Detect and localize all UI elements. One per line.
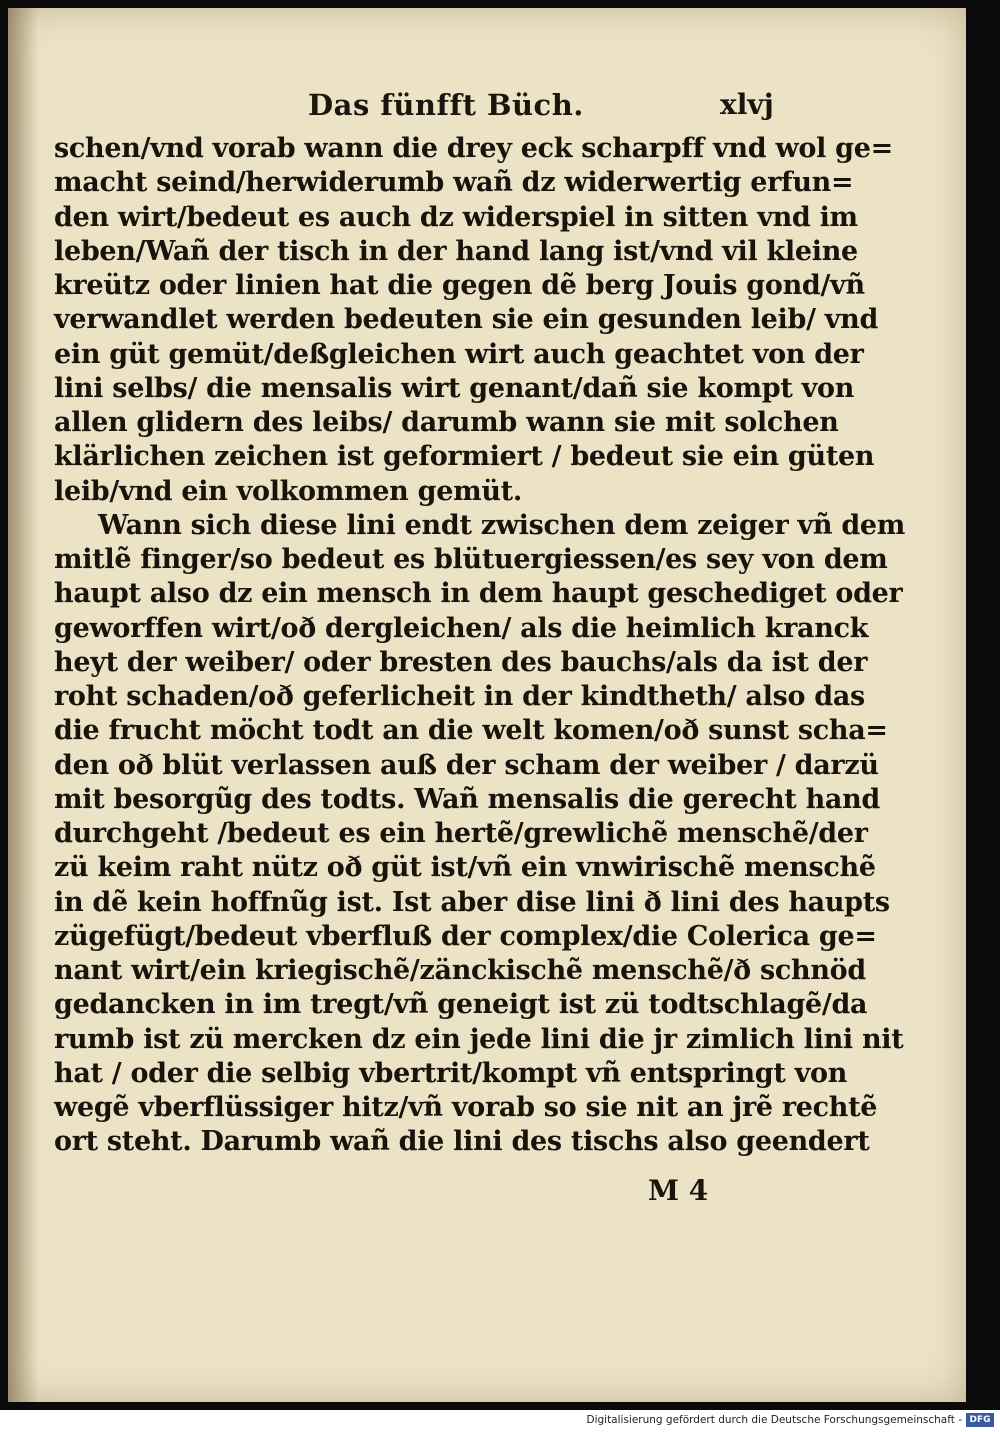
text-line: mitlẽ finger/so bedeut es blütuergiessen/es sey von dem [54, 544, 888, 575]
text-line: wegẽ vberflüssiger hitz/vñ vorab so sie nit an jrẽ rechtẽ [54, 1092, 878, 1123]
text-line: hat / oder die selbig vbertrit/kompt vñ entspringt von [54, 1057, 848, 1089]
footer-bar [0, 1410, 1000, 1432]
running-head: Das fünfft Büch. [308, 88, 584, 122]
text-line: nant wirt/ein kriegischẽ/zänckischẽ menschẽ/ð schnöd [54, 955, 866, 986]
text-line: kreütz oder linien hat die gegen dẽ berg Jouis gond/vñ [54, 270, 865, 301]
text-line: ein güt gemüt/deßgleichen wirt auch geachtet von der [54, 338, 864, 370]
folio-number: xlvj [720, 88, 774, 121]
text-line: den wirt/bedeut es auch dz widerspiel in sitten vnd im [54, 201, 858, 233]
text-line: Wann sich diese lini endt zwischen dem zeiger vñ dem [98, 509, 906, 541]
funding-credit: Digitalisierung gefördert durch die Deutsche Forschungsgemeinschaft - [586, 1414, 962, 1426]
book-page [8, 8, 966, 1402]
text-line: verwandlet werden bedeuten sie ein gesunden leib/ vnd [54, 304, 879, 336]
text-line: roht schaden/oð geferlicheit in der kindtheth/ also das [54, 681, 865, 712]
text-line: zü keim raht nütz oð güt ist/vñ ein vnwirischẽ menschẽ [54, 852, 876, 884]
text-line: in dẽ kein hoffnũg ist. Ist aber dise lini ð lini des haupts [54, 886, 890, 918]
text-line: klärlichen zeichen ist geformiert / bedeut sie ein güten [54, 441, 875, 473]
body-text [54, 132, 906, 1160]
text-line: geworffen wirt/oð dergleichen/ als die heimlich kranck [54, 612, 869, 644]
dfg-logo: DFG [966, 1413, 994, 1427]
text-line: mit besorgũg des todts. Wañ mensalis die gerecht hand [54, 783, 881, 815]
text-line: die frucht möcht todt an die welt komen/oð sunst scha= [54, 715, 888, 747]
text-line: schen/vnd vorab wann die drey eck scharpff vnd wol ge= [54, 133, 893, 164]
text-line: ort steht. Darumb wañ die lini des tischs also geendert [54, 1126, 870, 1158]
text-line: durchgeht /bedeut es ein hertẽ/grewlichẽ menschẽ/der [54, 818, 868, 849]
text-line: zügefügt/bedeut vberfluß der complex/die Colerica ge= [54, 920, 877, 952]
text-line: leben/Wañ der tisch in der hand lang ist/vnd vil kleine [54, 235, 858, 267]
text-line: leib/vnd ein volkommen gemüt. [54, 475, 522, 507]
text-line: den oð blüt verlassen auß der scham der weiber / darzü [54, 749, 879, 781]
text-line: rumb ist zü mercken dz ein jede lini die jr zimlich lini nit [54, 1023, 904, 1055]
text-line: gedancken in im tregt/vñ geneigt ist zü todtschlagẽ/da [54, 989, 868, 1021]
text-line: haupt also dz ein mensch in dem haupt geschediget oder [54, 578, 903, 610]
text-line: allen glidern des leibs/ darumb wann sie mit solchen [54, 407, 839, 438]
text-line: lini selbs/ die mensalis wirt genant/dañ sie kompt von [54, 372, 855, 404]
signature-mark: M 4 [648, 1174, 709, 1207]
text-line: heyt der weiber/ oder bresten des bauchs/als da ist der [54, 646, 868, 678]
text-line: macht seind/herwiderumb wañ dz widerwertig erfun= [54, 167, 854, 199]
